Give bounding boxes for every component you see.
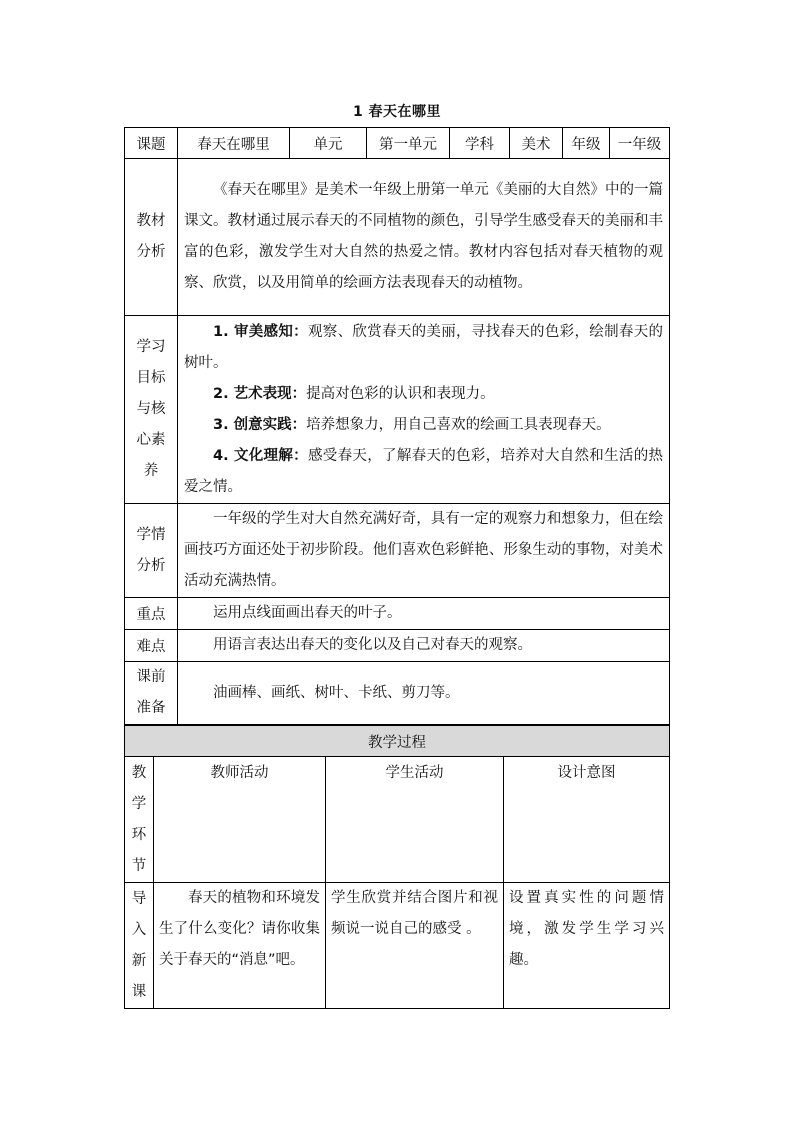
- lesson-info-table: [124, 127, 670, 725]
- goal-item: 4. 文化理解：感受春天，了解春天的色彩，培养对大自然和生活的热爱之情。: [184, 447, 663, 495]
- stage-label: 教 学 环 节: [125, 757, 154, 883]
- difficulty-text: 用语言表达出春天的变化以及自己对春天的观察。: [178, 630, 670, 662]
- difficulty-label: 难点: [125, 630, 178, 662]
- goal-item: 3. 创意实践：培养想象力，用自己喜欢的绘画工具表现春天。: [213, 416, 611, 433]
- goals-content: [178, 316, 670, 504]
- goal-item: 2. 艺术表现：提高对色彩的认识和表现力。: [213, 385, 495, 402]
- prep-label: 课前 准备: [125, 662, 178, 725]
- table-row: [125, 883, 670, 1009]
- analysis-text: 《春天在哪里》是美术一年级上册第一单元《美丽的大自然》中的一篇课文。教材通过展示春天的不同植物的颜色，引导学生感受春天的美丽和丰富的色彩，激发学生对大自然的热爱之情。教材内容包括对春天植物的观察、欣赏，以及用简单的绘画方法表现春天的动植物。: [178, 159, 670, 316]
- design-intent-cell: 设置真实性的问题情境，激发学生学习兴趣。: [504, 883, 670, 1009]
- key-point-label: 重点: [125, 598, 178, 630]
- stage-cell: 导 入 新 课: [125, 883, 154, 1009]
- topic-label: 课题: [125, 128, 178, 159]
- grade-value: 一年级: [610, 128, 670, 159]
- key-point-text: 运用点线面画出春天的叶子。: [178, 598, 670, 630]
- subject-value: 美术: [510, 128, 563, 159]
- learner-label: 学情 分析: [125, 504, 178, 598]
- unit-label: 单元: [290, 128, 367, 159]
- teacher-activity-cell: 春天的植物和环境发生了什么变化？请你收集关于春天的“消息”吧。: [154, 883, 326, 1009]
- design-intent-header: 设计意图: [504, 757, 670, 883]
- student-activity-cell: 学生欣赏并结合图片和视频说一说自己的感受 。: [326, 883, 504, 1009]
- process-title: 教学过程: [125, 726, 670, 757]
- subject-label: 学科: [450, 128, 510, 159]
- goals-label: 学习 目标 与核 心素 养: [125, 316, 178, 504]
- unit-value: 第一单元: [367, 128, 450, 159]
- student-activity-header: 学生活动: [326, 757, 504, 883]
- analysis-label: 教材 分析: [125, 159, 178, 316]
- prep-text: 油画棒、画纸、树叶、卡纸、剪刀等。: [178, 662, 670, 725]
- grade-label: 年级: [563, 128, 610, 159]
- learner-text: 一年级的学生对大自然充满好奇，具有一定的观察力和想象力，但在绘画技巧方面还处于初步阶段。他们喜欢色彩鲜艳、形象生动的事物，对美术活动充满热情。: [178, 504, 670, 598]
- goal-item: 1. 审美感知：观察、欣赏春天的美丽，寻找春天的色彩，绘制春天的树叶。: [184, 323, 663, 371]
- teaching-process-table: [124, 725, 670, 1009]
- teacher-activity-header: 教师活动: [154, 757, 326, 883]
- document-title: 1 春天在哪里: [352, 104, 442, 120]
- topic-value: 春天在哪里: [178, 128, 290, 159]
